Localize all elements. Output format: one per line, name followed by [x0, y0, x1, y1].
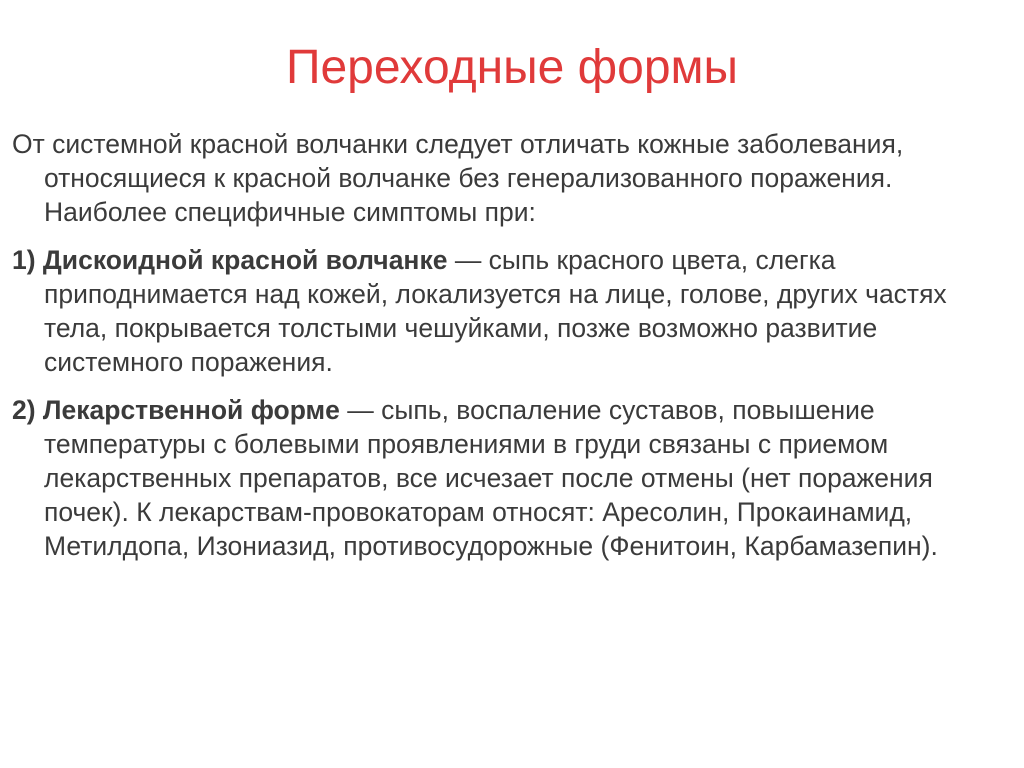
list-item-label: 2) Лекарственной форме — [12, 395, 340, 425]
list-item-text: — сыпь, воспаление суставов, повышение температуры с болевыми проявлениями в груди связаны с приемом лекарственных препаратов, все исчезает после отмены (нет поражения почек). К лекарствам-провокаторам относят: Аресолин, Прокаинамид, Метилдопа, Изониазид, противосудорожные (Фенитоин, Карбамазепин). — [44, 395, 938, 561]
list-item-drug-induced — [12, 393, 1012, 563]
list-item-text: — сыпь красного цвета, слегка приподнимается над кожей, локализуется на лице, голове, других частях тела, покрывается толстыми чешуйками, позже возможно развитие системного поражения. — [44, 245, 947, 377]
intro-paragraph: От системной красной волчанки следует отличать кожные заболевания, относящиеся к красной волчанке без генерализованного поражения. Наиболее специфичные симптомы при: — [12, 129, 904, 227]
list-item-label: 1) Дискоидной красной волчанке — [12, 245, 448, 275]
slide-title: Переходные формы — [285, 41, 739, 94]
slide-body — [12, 127, 1012, 563]
list-item-discoid — [12, 243, 1012, 379]
